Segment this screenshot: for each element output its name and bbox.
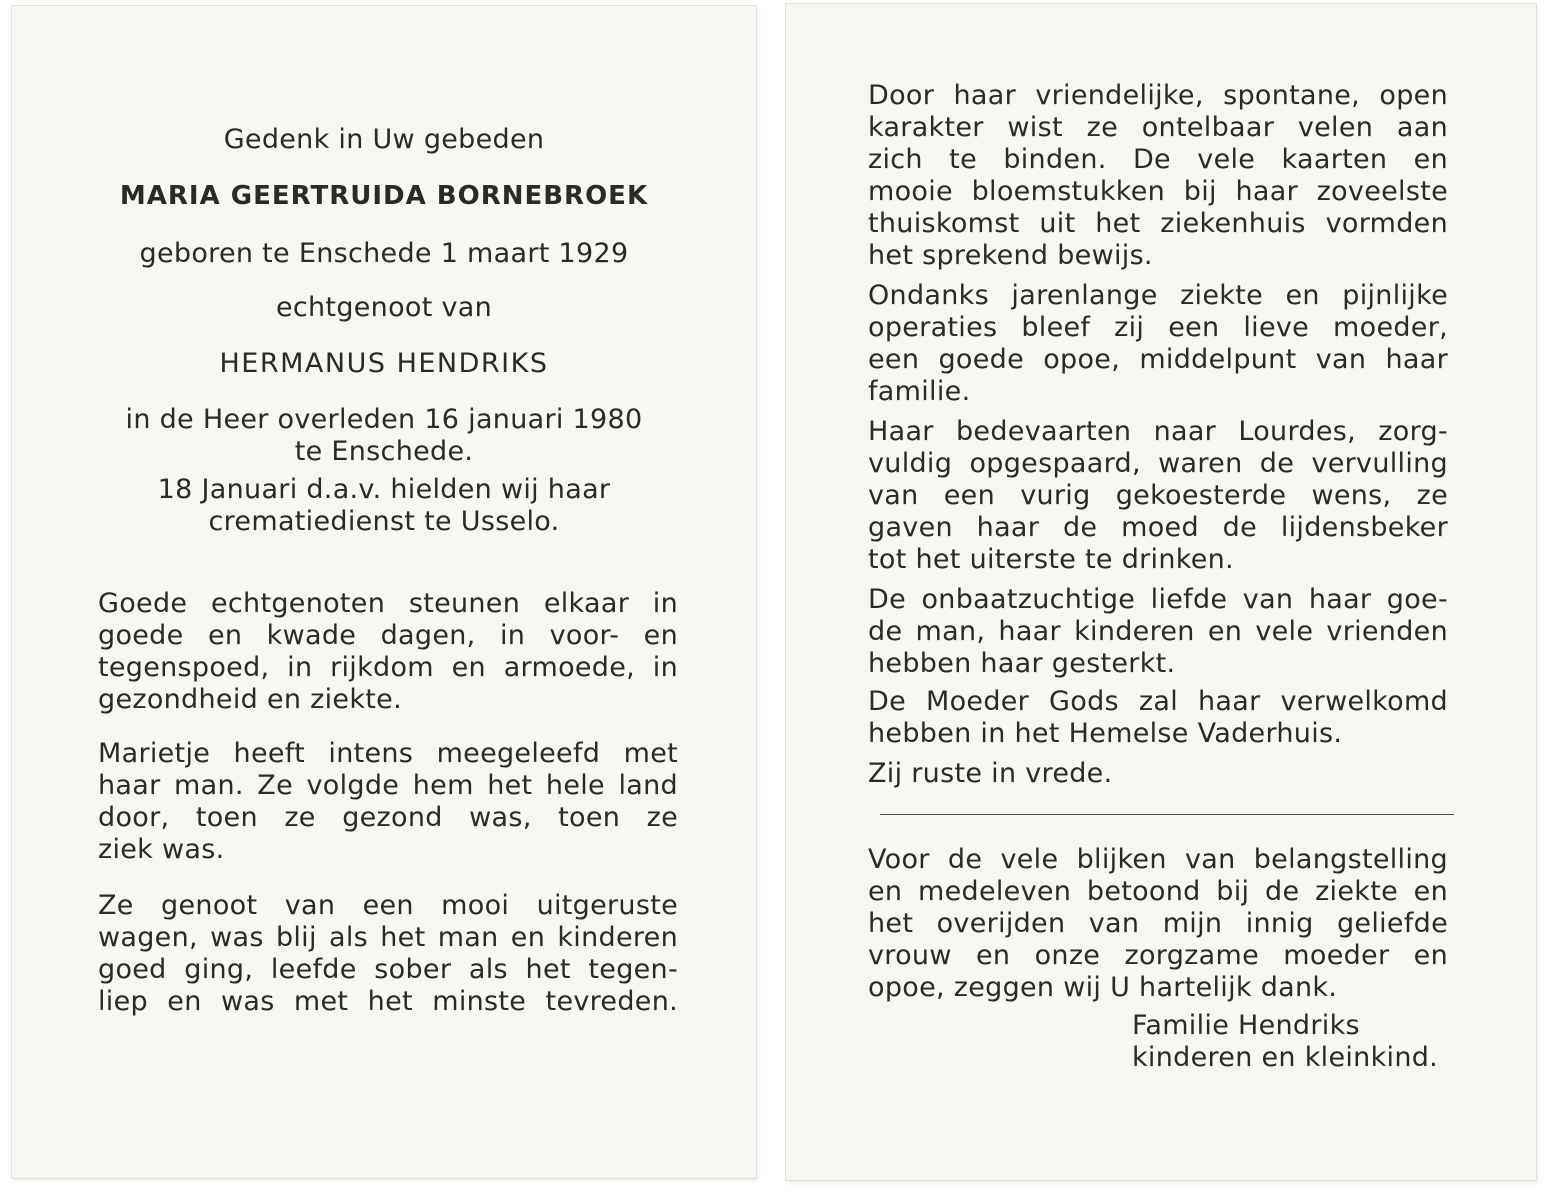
birth-info: geboren te Enschede 1 maart 1929: [139, 238, 629, 269]
memorial-card-front: [12, 6, 756, 1178]
text-line: Haar bedevaarten naar Lourdes, zorg-: [868, 416, 1448, 447]
closing-prayer: Zij ruste in vrede.: [868, 758, 1113, 789]
text-line: en medeleven betoond bij de ziekte en: [868, 876, 1448, 907]
text-line: liep en was met het minste tevreden.: [98, 986, 678, 1017]
text-line: De onbaatzuchtige liefde van haar goe-: [868, 584, 1448, 615]
deceased-name: MARIA GEERTRUIDA BORNEBROEK: [119, 181, 649, 211]
text-line: gezondheid en ziekte.: [98, 684, 402, 715]
text-line: het overijden van mijn innig geliefde: [868, 908, 1448, 939]
text-line: opoe, zeggen wij U hartelijk dank.: [868, 972, 1338, 1003]
text-line: goede en kwade dagen, in voor- en: [98, 620, 678, 651]
memorial-card-back: [786, 4, 1536, 1180]
signature-line2: kinderen en kleinkind.: [1132, 1042, 1439, 1073]
divider-line: [880, 814, 1454, 815]
text-line: ziek was.: [98, 834, 225, 865]
text-line: het sprekend bewijs.: [868, 240, 1153, 271]
text-line: van een vurig gekoesterde wens, ze: [868, 480, 1448, 511]
text-line: zich te binden. De vele kaarten en: [868, 144, 1448, 175]
text-line: karakter wist ze ontelbaar velen aan: [868, 112, 1448, 143]
text-line: mooie bloemstukken bij haar zoveelste: [868, 176, 1448, 207]
text-line: de man, haar kinderen en vele vrienden: [868, 616, 1448, 647]
text-line: door, toen ze gezond was, toen ze: [98, 802, 678, 833]
text-line: wagen, was blij als het man en kinderen: [98, 922, 678, 953]
text-line: vuldig opgespaard, waren de vervulling: [868, 448, 1448, 479]
spouse-intro: echtgenoot van: [275, 292, 493, 323]
text-line: Door haar vriendelijke, spontane, open: [868, 80, 1448, 111]
text-line: tot het uiterste te drinken.: [868, 544, 1234, 575]
text-line: hebben in het Hemelse Vaderhuis.: [868, 718, 1343, 749]
death-info-line1: in de Heer overleden 16 januari 1980: [125, 404, 643, 435]
intro-text: Gedenk in Uw gebeden: [223, 124, 545, 155]
text-line: gaven haar de moed de lijdensbeker: [868, 512, 1448, 543]
service-info-line1: 18 Januari d.a.v. hielden wij haar: [157, 474, 611, 505]
text-line: thuiskomst uit het ziekenhuis vormden: [868, 208, 1448, 239]
text-line: Goede echtgenoten steunen elkaar in: [98, 588, 678, 619]
text-line: Marietje heeft intens meegeleefd met: [98, 738, 678, 769]
signature-line1: Familie Hendriks: [1132, 1010, 1360, 1041]
service-info-line2: crematiedienst te Usselo.: [208, 506, 560, 537]
text-line: een goede opoe, middelpunt van haar: [868, 344, 1448, 375]
death-info-line2: te Enschede.: [294, 436, 474, 467]
text-line: haar man. Ze volgde hem het hele land: [98, 770, 678, 801]
text-line: De Moeder Gods zal haar verwelkomd: [868, 686, 1448, 717]
text-line: Voor de vele blijken van belangstelling: [868, 844, 1448, 875]
text-line: Ze genoot van een mooi uitgeruste: [98, 890, 678, 921]
text-line: goed ging, leefde sober als het tegen-: [98, 954, 678, 985]
spouse-name: HERMANUS HENDRIKS: [219, 348, 549, 379]
text-line: familie.: [868, 376, 971, 407]
text-line: Ondanks jarenlange ziekte en pijnlijke: [868, 280, 1448, 311]
text-line: tegenspoed, in rijkdom en armoede, in: [98, 652, 678, 683]
text-line: vrouw en onze zorgzame moeder en: [868, 940, 1448, 971]
text-line: hebben haar gesterkt.: [868, 648, 1176, 679]
text-line: operaties bleef zij een lieve moeder,: [868, 312, 1448, 343]
